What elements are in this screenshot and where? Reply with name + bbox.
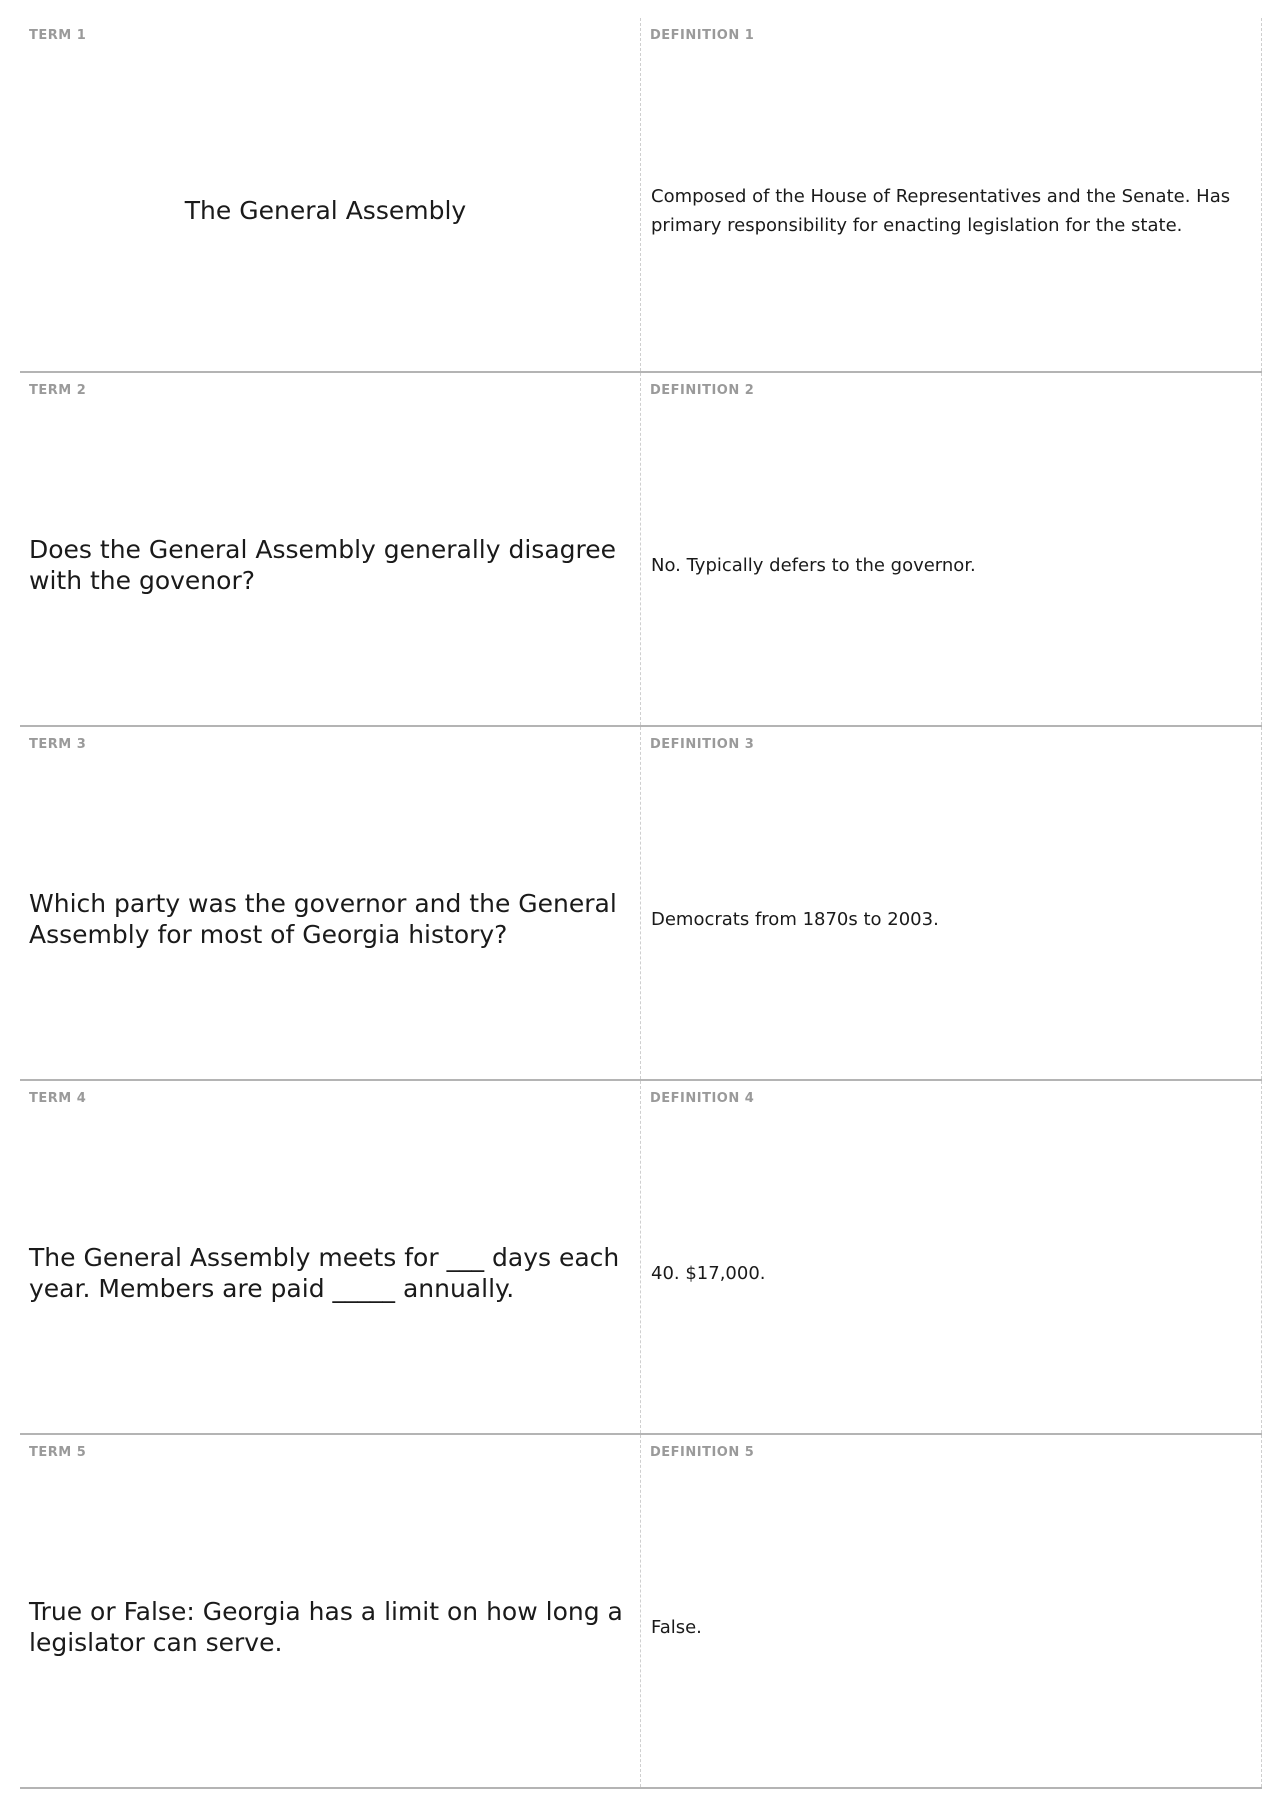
term-label: TERM 5 [29,1445,87,1460]
flashcard-row-3 [20,727,1262,1081]
term-text: The General Assembly [184,196,467,225]
term-label: TERM 3 [29,737,87,752]
definition-text: 40. $17,000. [651,1262,766,1284]
flashcard-row-1 [20,18,1262,373]
flashcard-row-4 [20,1081,1262,1435]
definition-label: DEFINITION 1 [650,28,755,43]
term-cell [20,373,641,725]
flashcard-row-2 [20,373,1262,727]
term-label: TERM 4 [29,1091,87,1106]
definition-cell [641,1435,1262,1787]
definition-text: Democrats from 1870s to 2003. [651,908,939,930]
term-label: TERM 2 [29,383,87,398]
term-text: True or False: Georgia has a limit on how long a legislator can serve. [29,1597,623,1657]
definition-label: DEFINITION 3 [650,737,755,752]
flashcard-sheet [20,18,1262,1789]
term-label: TERM 1 [29,28,87,43]
definition-text: Composed of the House of Representatives and the Senate. Has primary responsibility for enacting legislation for the state. [651,185,1231,236]
definition-label: DEFINITION 4 [650,1091,755,1106]
definition-cell [641,727,1262,1079]
term-cell [20,18,641,371]
term-text: The General Assembly meets for ___ days each year. Members are paid _____ annually. [29,1243,620,1303]
term-cell [20,1081,641,1433]
flashcard-row-5 [20,1435,1262,1789]
definition-cell [641,373,1262,725]
term-text: Which party was the governor and the General Assembly for most of Georgia history? [29,889,617,949]
term-cell [20,727,641,1079]
definition-label: DEFINITION 2 [650,383,755,398]
term-text: Does the General Assembly generally disagree with the govenor? [29,535,617,595]
definition-cell [641,18,1262,371]
term-cell [20,1435,641,1787]
definition-label: DEFINITION 5 [650,1445,755,1460]
definition-text: No. Typically defers to the governor. [651,554,976,576]
definition-text: False. [651,1616,702,1638]
definition-cell [641,1081,1262,1433]
